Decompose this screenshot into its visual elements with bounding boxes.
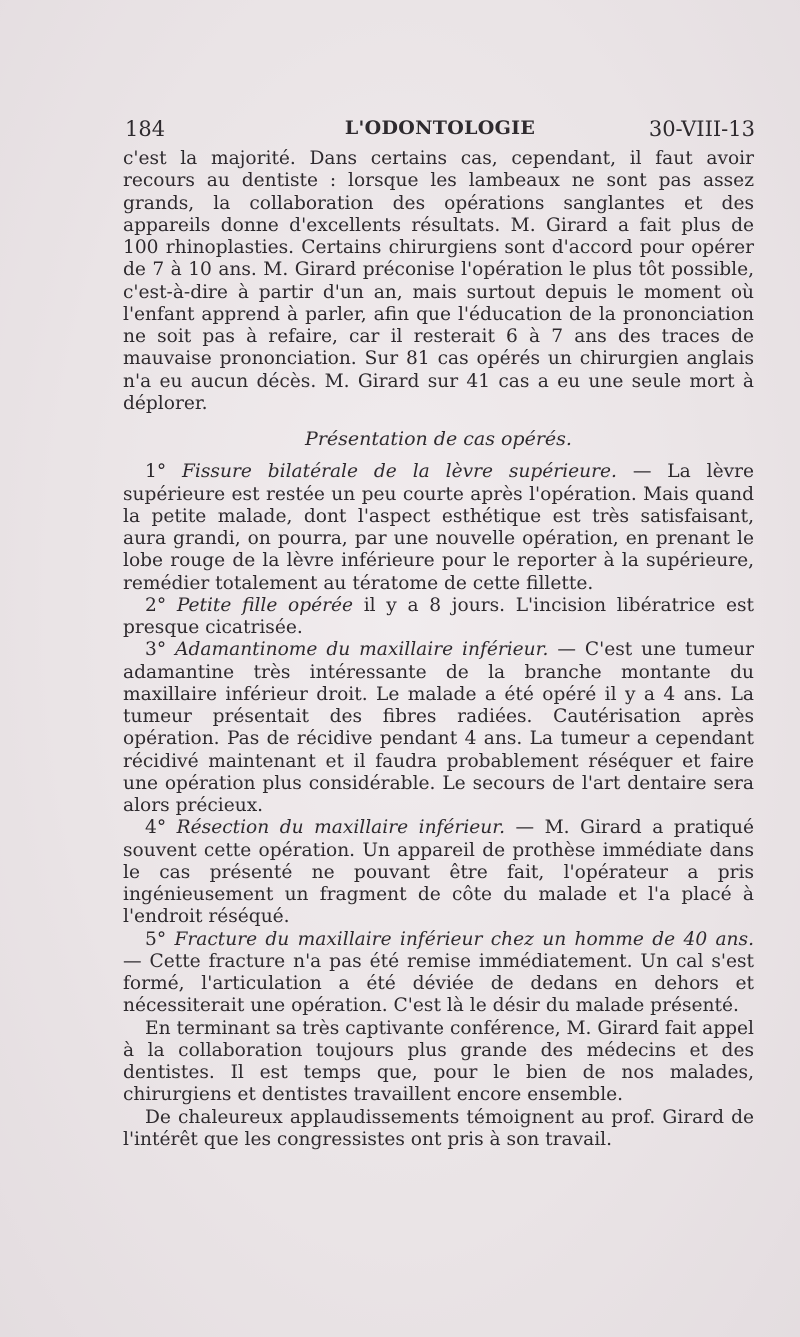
case-3-text: — C'est une tumeur adamantine très intéressante de la branche montante du maxillaire inférieur droit. Le malade a été opéré il y a 4 ans. La tumeur présentait des fibres radiées. Cautérisation après opération. Pas de récidive pendant 4 ans. La tumeur a cependant récidivé maintenant et il faudra probablement réséquer et faire une opération plus considérable. Le secours de l'art dentaire sera alors précieux. — [123, 639, 754, 816]
case-4-label: 4° — [145, 817, 177, 839]
article-body — [123, 148, 754, 1151]
case-5 — [123, 929, 754, 1018]
running-header — [125, 117, 755, 143]
case-4-text: — M. Girard a pratiqué souvent cette opération. Un appareil de prothèse immédiate dans le cas présenté ne pouvant être fait, l'opérateur a pris ingénieusement un fragment de côte du malade et l'a placé à l'endroit réséqué. — [123, 817, 754, 928]
section-heading: Présentation de cas opérés. — [305, 428, 572, 450]
case-3-title: Adamantinome du maxillaire inférieur. — [175, 639, 549, 661]
case-1-label: 1° — [145, 461, 183, 483]
paragraph-final: De chaleureux applaudissements témoignent au prof. Girard de l'intérêt que les congressistes ont pris à son travail. — [123, 1106, 754, 1150]
case-5-label: 5° — [145, 928, 175, 950]
case-3 — [123, 639, 754, 817]
page-number: 184 — [125, 117, 166, 141]
journal-title: L'ODONTOLOGIE — [344, 117, 536, 139]
case-3-label: 3° — [145, 639, 176, 661]
case-1-text: — La lèvre supérieure est restée un peu courte après l'opération. Mais quand la petite malade, dont l'aspect esthétique est très satisfaisant, aura grandi, on pourra, par une nouvelle opération, en prenant le lobe rouge de la lèvre inférieure pour le reporter à la supérieure, remédier totalement au tératome de cette fillette. — [123, 461, 754, 594]
case-4-title: Résection du maxillaire inférieur. — [176, 817, 505, 839]
case-4 — [123, 817, 754, 928]
case-1-title: Fissure bilatérale de la lèvre supérieure. — [182, 461, 617, 483]
case-5-title: Fracture du maxillaire inférieur chez un homme de 40 ans. — [174, 928, 754, 950]
case-2-label: 2° — [145, 594, 177, 616]
case-1 — [123, 461, 754, 595]
issue-date: 30-VIII-13 — [648, 117, 755, 141]
case-2-title: Petite fille opérée — [176, 594, 354, 616]
paragraph-intro: c'est la majorité. Dans certains cas, cependant, il faut avoir recours au dentiste : lorsque les lambeaux ne sont pas assez grands, la collaboration des opérations sanglantes et des appareils donne d'excellents résultats. M. Girard a fait plus de 100 rhinoplasties. Certains chirurgiens sont d'accord pour opérer de 7 à 10 ans. M. Girard préconise l'opération le plus tôt possible, c'est-à-dire à partir d'un an, mais surtout depuis le moment où l'enfant apprend à parler, afin que l'éducation de la prononciation ne soit pas à refaire, car il resterait 6 à 7 ans des traces de mauvaise prononciation. Sur 81 cas opérés un chirurgien anglais n'a eu aucun décès. M. Girard sur 41 cas a eu une seule mort à déplorer. — [123, 148, 754, 414]
case-2 — [123, 595, 754, 640]
paragraph-conclusion: En terminant sa très captivante conférence, M. Girard fait appel à la collaboration toujours plus grande des médecins et des dentistes. Il est temps que, pour le bien de nos malades, chirurgiens et dentistes travaillent encore ensemble. — [123, 1017, 754, 1106]
case-5-text: — Cette fracture n'a pas été remise immédiatement. Un cal s'est formé, l'articulation a été déviée de dedans en dehors et nécessiterait une opération. C'est là le désir du malade présenté. — [123, 950, 754, 1017]
case-2-text: il y a 8 jours. L'incision libératrice est presque cicatrisée. — [123, 594, 754, 638]
